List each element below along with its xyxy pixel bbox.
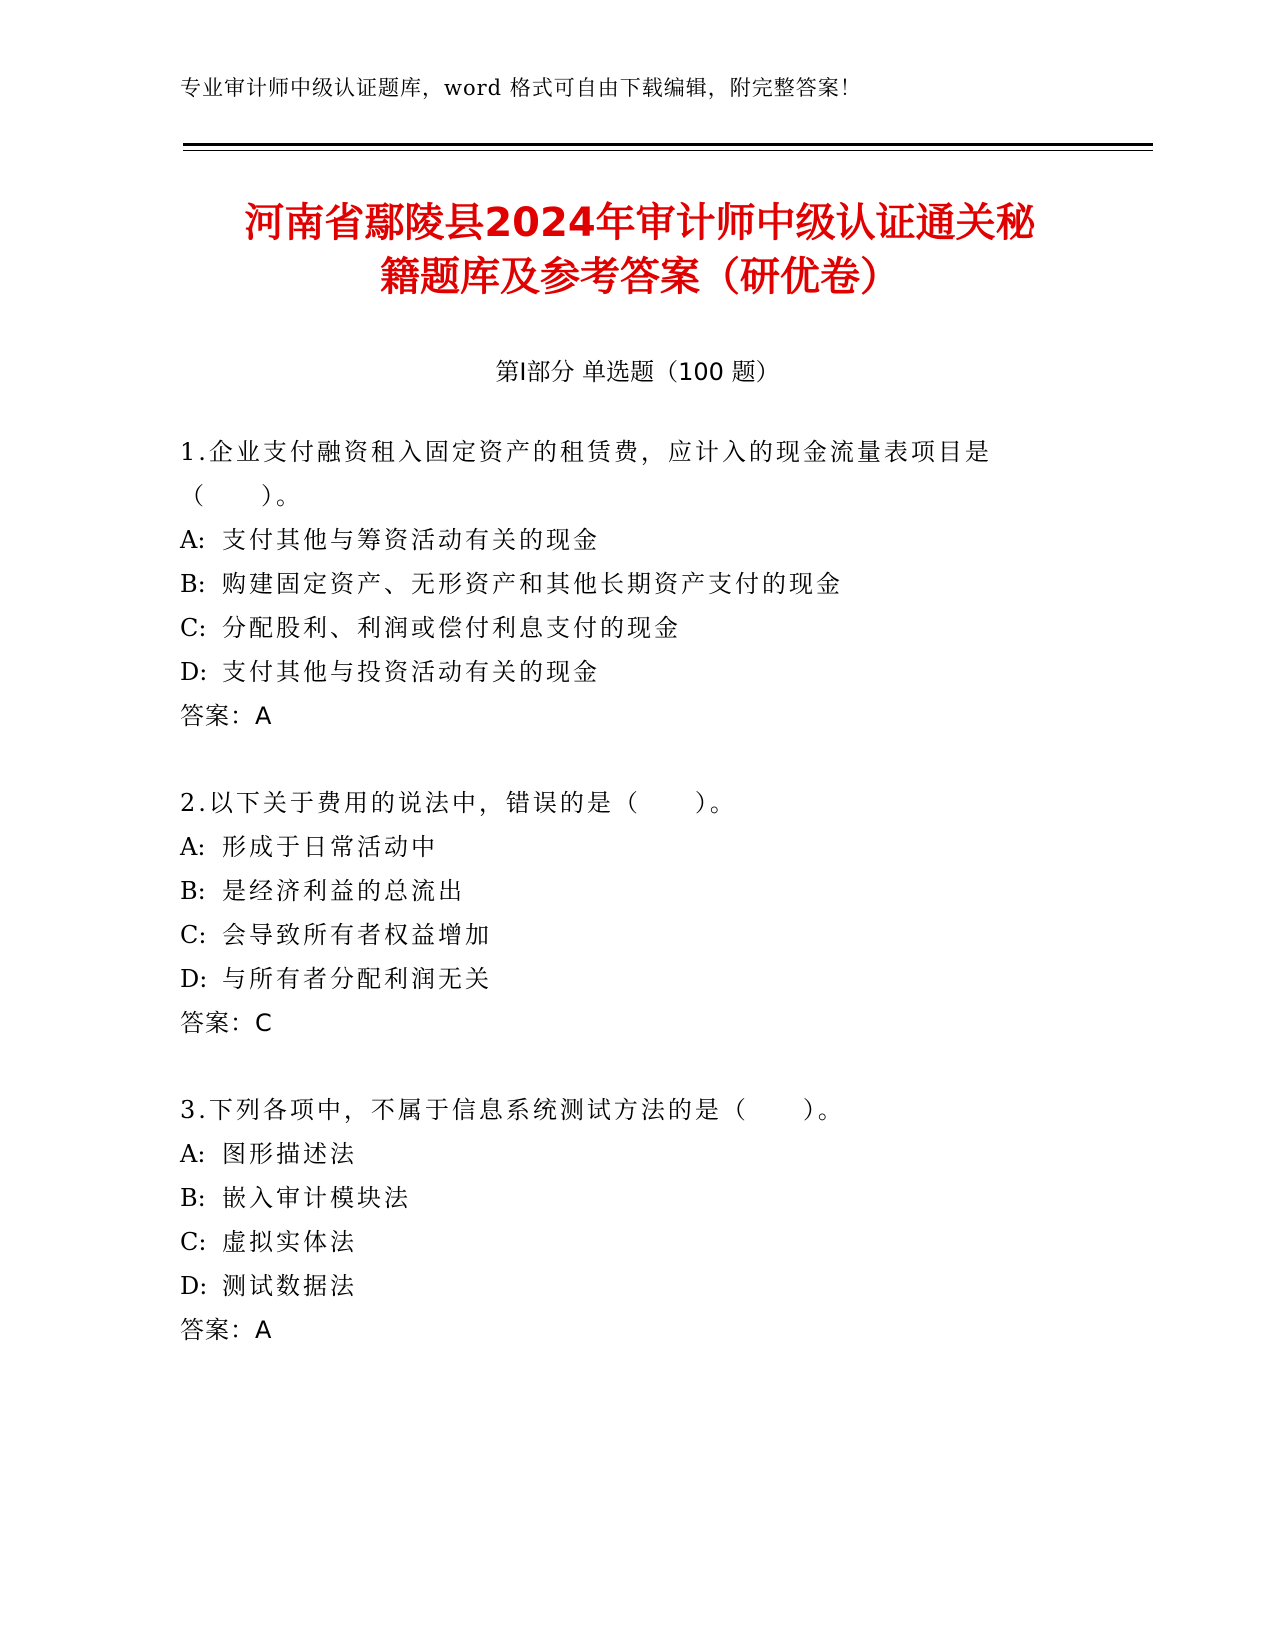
document-title-line2: 籍题库及参考答案（研优卷）	[380, 254, 900, 300]
question-1-option-d	[180, 650, 1080, 694]
option-label: B:	[180, 877, 206, 905]
question-1-option-c	[180, 606, 1080, 650]
question-2-option-d	[180, 957, 1080, 1001]
question-1-option-b	[180, 562, 1080, 606]
option-text: 形成于日常活动中	[222, 833, 438, 861]
option-text: 测试数据法	[222, 1272, 357, 1300]
question-3	[180, 1088, 1080, 1352]
question-2-option-c	[180, 913, 1080, 957]
option-text: 分配股利、利润或偿付利息支付的现金	[222, 614, 681, 642]
question-1-stem-line1: 1.企业支付融资租入固定资产的租赁费，应计入的现金流量表项目是	[180, 438, 992, 466]
question-2	[180, 781, 1080, 1045]
option-label: C:	[180, 921, 207, 949]
option-label: A:	[180, 526, 206, 554]
option-text: 虚拟实体法	[222, 1228, 357, 1256]
header-note: 专业审计师中级认证题库，word 格式可自由下载编辑，附完整答案！	[180, 76, 862, 100]
section-title: 第Ⅰ部分 单选题（100 题）	[495, 358, 780, 386]
question-3-answer: 答案：A	[180, 1316, 273, 1344]
question-1-option-a	[180, 518, 1080, 562]
question-3-stem-line1: 3.下列各项中，不属于信息系统测试方法的是（ ）。	[180, 1096, 845, 1124]
document-title-line1: 河南省鄢陵县2024年审计师中级认证通关秘	[244, 200, 1036, 246]
option-text: 购建固定资产、无形资产和其他长期资产支付的现金	[222, 570, 843, 598]
option-text: 图形描述法	[222, 1140, 357, 1168]
question-3-option-a	[180, 1132, 1080, 1176]
question-2-stem-line1: 2.以下关于费用的说法中，错误的是（ ）。	[180, 789, 737, 817]
option-label: B:	[180, 1184, 206, 1212]
option-label: A:	[180, 1140, 206, 1168]
option-label: B:	[180, 570, 206, 598]
option-text: 支付其他与筹资活动有关的现金	[222, 526, 600, 554]
option-text: 是经济利益的总流出	[222, 877, 465, 905]
question-3-option-c	[180, 1220, 1080, 1264]
header-divider-thick	[183, 143, 1153, 146]
option-label: A:	[180, 833, 206, 861]
option-label: D:	[180, 658, 208, 686]
question-list	[180, 430, 1080, 1395]
option-text: 支付其他与投资活动有关的现金	[222, 658, 600, 686]
question-1	[180, 430, 1080, 738]
option-text: 嵌入审计模块法	[222, 1184, 411, 1212]
question-1-stem-line2: （ ）。	[180, 482, 303, 510]
option-label: D:	[180, 965, 208, 993]
question-3-option-b	[180, 1176, 1080, 1220]
question-1-answer: 答案：A	[180, 702, 273, 730]
option-text: 会导致所有者权益增加	[222, 921, 492, 949]
question-2-option-a	[180, 825, 1080, 869]
question-2-answer: 答案：C	[180, 1009, 273, 1037]
option-label: C:	[180, 1228, 207, 1256]
question-2-option-b	[180, 869, 1080, 913]
question-3-option-d	[180, 1264, 1080, 1308]
option-text: 与所有者分配利润无关	[222, 965, 492, 993]
option-label: D:	[180, 1272, 208, 1300]
document-title	[150, 196, 1130, 304]
header-divider-thin	[183, 150, 1153, 151]
option-label: C:	[180, 614, 207, 642]
